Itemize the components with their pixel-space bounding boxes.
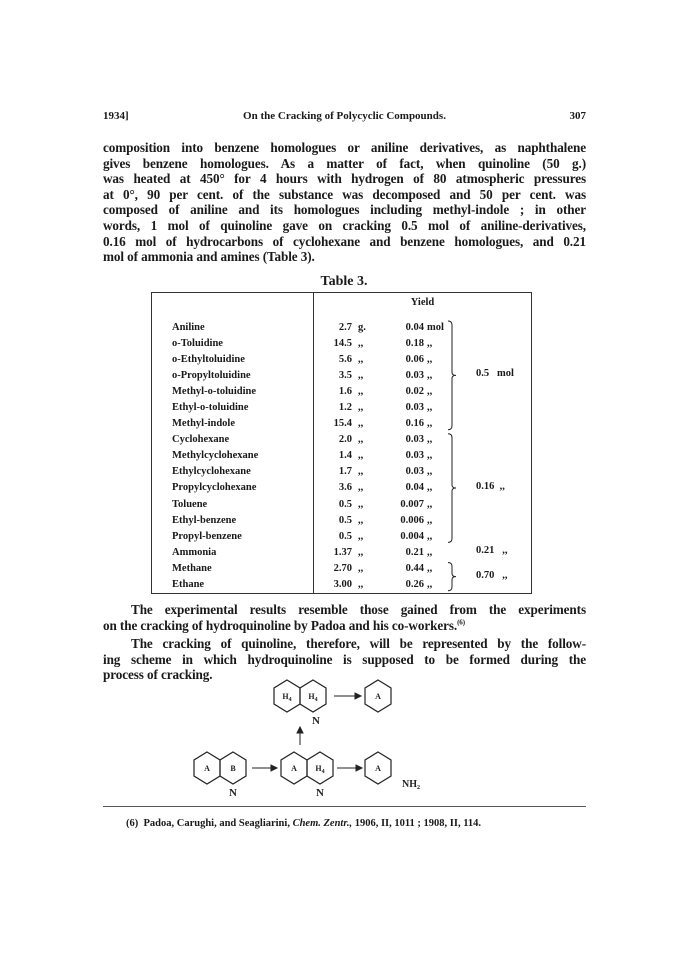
arrow-head bbox=[271, 765, 277, 771]
mol-value: 0.04 bbox=[405, 482, 424, 494]
grams-unit: ,, bbox=[358, 402, 364, 414]
paragraph-line: process of cracking. bbox=[103, 667, 213, 683]
paragraph-line: mol of ammonia and amines (Table 3). bbox=[103, 249, 315, 265]
footnote-ref: 1906, II, 1011 ; 1908, II, 114. bbox=[354, 818, 482, 829]
mol-value: 0.03 bbox=[405, 369, 424, 381]
paragraph-line: 0.16 mol of hydrocarbons of cyclohexane and benzene homologues, and 0.21 bbox=[103, 233, 586, 249]
ring-bot-4 bbox=[307, 752, 333, 784]
row-name: Ethylcyclohexane bbox=[172, 466, 251, 478]
mol-unit: ,, bbox=[427, 434, 433, 446]
ring-label: $H_4$ bbox=[308, 692, 318, 703]
nitrogen-label: N bbox=[316, 787, 324, 799]
grams-value: 3.00 bbox=[333, 579, 352, 591]
row-values bbox=[324, 416, 531, 432]
footnote bbox=[126, 818, 481, 829]
row-values bbox=[324, 512, 531, 528]
ring-bot-1 bbox=[194, 752, 220, 784]
mol-unit: ,, bbox=[427, 482, 433, 494]
data-column bbox=[314, 311, 532, 593]
row-values bbox=[324, 448, 531, 464]
ring-top-1 bbox=[274, 680, 300, 712]
row-name: Ammonia bbox=[172, 546, 217, 558]
ring-bot-2 bbox=[220, 752, 246, 784]
footnote-rule bbox=[103, 806, 586, 807]
grams-value: 2.70 bbox=[333, 562, 352, 574]
row-name: Propylcyclohexane bbox=[172, 482, 257, 494]
amino-label: $NH_2$ bbox=[402, 779, 420, 791]
group-brace bbox=[448, 434, 456, 543]
nitrogen-label: N bbox=[312, 715, 320, 727]
scheme-labels bbox=[204, 692, 381, 775]
ring-bot-5 bbox=[365, 752, 391, 784]
row-name: Methyl-o-toluidine bbox=[172, 385, 256, 397]
mol-value: 0.03 bbox=[405, 466, 424, 478]
ring-label: A bbox=[204, 764, 210, 773]
group-total: 0.70 ,, bbox=[476, 569, 508, 581]
paragraph-line: at 0°, 90 per cent. of the substance was decomposed and 50 per cent. was bbox=[103, 186, 586, 202]
row-values bbox=[324, 496, 531, 512]
paragraph-line: words, 1 mol of quinoline gave on cracking 0.5 mol of aniline-derivatives, bbox=[103, 217, 586, 233]
row-name: Ethane bbox=[172, 579, 205, 591]
paragraph-line: was heated at 450° for 4 hours with hydrogen of 80 atmospheric pressures bbox=[103, 171, 586, 187]
ring-bot-3 bbox=[281, 752, 307, 784]
arrow-head bbox=[297, 727, 303, 733]
mol-value: 0.02 bbox=[405, 385, 424, 397]
nitrogen-label: N bbox=[229, 787, 237, 799]
mol-unit: ,, bbox=[427, 353, 433, 365]
grams-value: 1.4 bbox=[338, 450, 352, 462]
footnote-number: (6) bbox=[126, 818, 139, 829]
mol-unit: ,, bbox=[427, 579, 433, 591]
row-name: Methane bbox=[172, 562, 212, 574]
paragraph-line: The experimental results resemble those gained from the experiments bbox=[131, 602, 586, 617]
arrow-head bbox=[355, 693, 361, 699]
header-title: On the Cracking of Polycyclic Compounds. bbox=[243, 110, 446, 122]
group-total: 0.16 ,, bbox=[476, 481, 505, 493]
grams-unit: ,, bbox=[358, 353, 364, 365]
table-caption: Table 3. bbox=[320, 274, 368, 289]
grams-value: 2.0 bbox=[338, 434, 352, 446]
paragraph-1 bbox=[103, 140, 586, 265]
scheme-arrows bbox=[252, 693, 362, 771]
mol-value: 0.44 bbox=[405, 562, 424, 574]
mol-unit: ,, bbox=[427, 498, 433, 510]
mol-unit: ,, bbox=[427, 530, 433, 542]
scheme-rings bbox=[194, 680, 391, 784]
grams-unit: ,, bbox=[358, 385, 364, 397]
row-name: o-Propyltoluidine bbox=[172, 369, 251, 381]
row-values bbox=[324, 335, 531, 351]
row-name: Toluene bbox=[172, 498, 208, 510]
grams-value: 3.6 bbox=[338, 482, 352, 494]
name-column bbox=[152, 293, 314, 594]
row-name: Ethyl-o-toluidine bbox=[172, 402, 249, 414]
yield-header: Yield bbox=[314, 293, 532, 312]
grams-value: 3.5 bbox=[338, 369, 352, 381]
row-values bbox=[324, 399, 531, 415]
row-name: Aniline bbox=[172, 321, 205, 333]
row-values bbox=[324, 383, 531, 399]
grams-unit: ,, bbox=[358, 514, 364, 526]
footnote-journal: Chem. Zentr., bbox=[292, 818, 353, 829]
mol-unit: ,, bbox=[427, 546, 433, 558]
grams-unit: ,, bbox=[358, 579, 364, 591]
mol-value: 0.03 bbox=[405, 450, 424, 462]
row-values bbox=[324, 432, 531, 448]
row-name: o-Toluidine bbox=[172, 337, 223, 349]
mol-value: 0.03 bbox=[405, 434, 424, 446]
paragraph-text: on the cracking of hydroquinoline by Padoa and his co-workers. bbox=[103, 617, 458, 633]
mol-unit: ,, bbox=[427, 402, 433, 414]
grams-unit: ,, bbox=[358, 546, 364, 558]
mol-unit: mol bbox=[427, 321, 444, 333]
grams-unit: ,, bbox=[358, 434, 364, 446]
grams-unit: ,, bbox=[358, 562, 364, 574]
grams-value: 0.5 bbox=[338, 514, 352, 526]
footnote-authors: Padoa, Carughi, and Seagliarini, bbox=[143, 818, 290, 829]
grams-unit: ,, bbox=[358, 337, 364, 349]
grams-value: 1.6 bbox=[338, 385, 352, 397]
row-values bbox=[324, 464, 531, 480]
row-values bbox=[324, 319, 531, 335]
mol-value: 0.26 bbox=[405, 579, 424, 591]
grams-value: 2.7 bbox=[338, 321, 352, 333]
grams-value: 14.5 bbox=[333, 337, 352, 349]
yield-table bbox=[151, 292, 532, 594]
mol-value: 0.04 bbox=[405, 321, 424, 333]
grams-unit: ,, bbox=[358, 466, 364, 478]
ring-label: A bbox=[375, 692, 381, 701]
ring-label: $H_4$ bbox=[315, 764, 325, 775]
paragraph-3 bbox=[103, 636, 586, 683]
row-name: Cyclohexane bbox=[172, 434, 230, 446]
mol-unit: ,, bbox=[427, 385, 433, 397]
grams-unit: ,, bbox=[358, 530, 364, 542]
grams-value: 0.5 bbox=[338, 498, 352, 510]
row-values bbox=[324, 351, 531, 367]
header-year: 1934] bbox=[103, 110, 129, 122]
grams-value: 0.5 bbox=[338, 530, 352, 542]
arrow-head bbox=[356, 765, 362, 771]
grams-unit: g. bbox=[358, 321, 366, 333]
ring-top-3 bbox=[365, 680, 391, 712]
grams-unit: ,, bbox=[358, 482, 364, 494]
mol-value: 0.16 bbox=[405, 418, 424, 430]
group-total: 0.5 mol bbox=[476, 368, 514, 380]
row-values bbox=[324, 528, 531, 544]
ring-top-2 bbox=[300, 680, 326, 712]
ring-label: $H_4$ bbox=[282, 692, 292, 703]
ring-label: A bbox=[375, 764, 381, 773]
mol-unit: ,, bbox=[427, 418, 433, 430]
grams-value: 15.4 bbox=[333, 418, 352, 430]
paragraph-line: composed of aniline and its homologues including methyl-indole ; in other bbox=[103, 202, 586, 218]
ring-label: A bbox=[291, 764, 297, 773]
row-name: Methylcyclohexane bbox=[172, 450, 259, 462]
group-total: 0.21 ,, bbox=[476, 545, 508, 557]
row-name: Ethyl-benzene bbox=[172, 514, 237, 526]
page-number: 307 bbox=[569, 110, 586, 122]
grams-unit: ,, bbox=[358, 498, 364, 510]
paragraph-line: The cracking of quinoline, therefore, will be represented by the follow- bbox=[131, 636, 586, 651]
ring-label: B bbox=[230, 764, 236, 773]
mol-value: 0.18 bbox=[405, 337, 424, 349]
grams-value: 5.6 bbox=[338, 353, 352, 365]
mol-unit: ,, bbox=[427, 337, 433, 349]
group-brace bbox=[448, 321, 456, 430]
group-brace bbox=[448, 563, 456, 591]
paragraph-line: composition into benzene homologues or aniline derivatives, as naphthalene bbox=[103, 140, 586, 155]
grams-unit: ,, bbox=[358, 418, 364, 430]
row-name: o-Ethyltoluidine bbox=[172, 353, 245, 365]
grams-unit: ,, bbox=[358, 450, 364, 462]
mol-value: 0.004 bbox=[400, 530, 424, 542]
reference-mark: (6) bbox=[457, 618, 465, 627]
grams-value: 1.2 bbox=[338, 402, 352, 414]
paragraph-line bbox=[103, 618, 586, 634]
grams-value: 1.7 bbox=[338, 466, 352, 478]
mol-unit: ,, bbox=[427, 369, 433, 381]
mol-value: 0.03 bbox=[405, 402, 424, 414]
mol-unit: ,, bbox=[427, 514, 433, 526]
paragraph-line: gives benzene homologues. As a matter of fact, when quinoline (50 g.) bbox=[103, 155, 586, 171]
paragraph-2 bbox=[103, 602, 586, 633]
mol-value: 0.006 bbox=[400, 514, 424, 526]
row-name: Methyl-indole bbox=[172, 418, 235, 430]
n-labels bbox=[229, 715, 324, 799]
mol-value: 0.21 bbox=[405, 546, 424, 558]
mol-value: 0.06 bbox=[405, 353, 424, 365]
mol-unit: ,, bbox=[427, 562, 433, 574]
mol-value: 0.007 bbox=[400, 498, 424, 510]
grams-value: 1.37 bbox=[333, 546, 352, 558]
mol-unit: ,, bbox=[427, 466, 433, 478]
grams-unit: ,, bbox=[358, 369, 364, 381]
row-name: Propyl-benzene bbox=[172, 530, 242, 542]
mol-unit: ,, bbox=[427, 450, 433, 462]
paragraph-line: ing scheme in which hydroquinoline is supposed to be formed during the bbox=[103, 651, 586, 667]
